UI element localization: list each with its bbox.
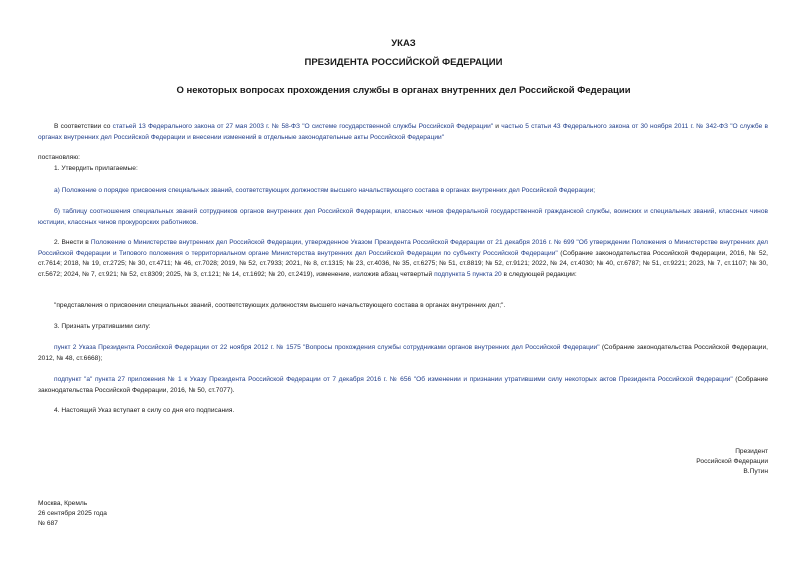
- mvd-regulation-link[interactable]: Положение о Министерстве внутренних дел Российской Федерации, утвержденное Указом Президента Российской Федерации от 21 декабря 2016 г. № 699 "Об утверждении Положения о Министерстве внутренних дел Российской Федерации и Типового положения о территориальном органе Министерства внутренних дел Российской Федерации по субъекту Российской Федерации": [38, 239, 768, 257]
- preamble-text-2: и: [493, 123, 502, 130]
- item-3-point-1-source: (Собрание законодательства Российской Федерации, 2012, № 48, ст.6668);: [38, 344, 768, 362]
- law-342-fz-link[interactable]: частью 5 статьи 43 Федерального закона от 30 ноября 2011 г. № 342-ФЗ "О службе в органах внутренних дел Российской Федерации и внесении изменений в отдельные законодательные акты Российской Федерации": [38, 123, 768, 141]
- item-1b-link[interactable]: б) таблицу соотношения специальных званий сотрудников органов внутренних дел Российской Федерации, классных чинов федеральной государственной гражданской службы, воинских и специальных званий, классных чинов юстиции, классных чинов прокурорских работников.: [38, 208, 768, 226]
- decree-1575-link[interactable]: пункт 2 Указа Президента Российской Федерации от 22 ноября 2012 г. № 1575 "Вопросы прохождения службы сотрудниками органов внутренних дел Российской Федерации": [54, 344, 600, 351]
- item-2-text-1: 2. Внести в: [54, 239, 91, 246]
- item-2-text-2: (Собрание законодательства Российской Федерации, 2016, № 52, ст.7614; 2018, № 19, ст.2725; № 30, ст.4711; № 46, ст.7028; 2019, № 52, ст.7933; 2021, № 8, ст.1315; № 23, ст.4036, № 35, ст.6275; № 51, ст.8819; № 52, ст.9121; 2022, № 24, ст.4030; № 40, ст.6787; № 51, ст.9221; 2023, № 7, ст.1107; № 30, ст.5672; 2024, № 7, ст.921; № 52, ст.8309; 2025, № 3, ст.121; № 14, ст.1692; № 20, ст.2419), изменение, изложив абзац четвертый: [38, 249, 768, 278]
- item-2-quote: "представления о присвоении специальных званий, соответствующих должностям высшего начальствующего состава в органах внутренних дел;".: [54, 302, 506, 309]
- preamble: [38, 122, 768, 143]
- item-2-text-3: в следующей редакции:: [501, 270, 577, 278]
- footer-date: 26 сентября 2025 года: [38, 510, 107, 517]
- item-3-point-2: [38, 375, 768, 396]
- item-3: 3. Признать утратившими силу:: [54, 323, 151, 330]
- signature-country: Российской Федерации: [696, 458, 768, 465]
- decree-subject: О некоторых вопросах прохождения службы в органах внутренних дел Российской Федерации: [176, 85, 631, 96]
- item-3-point-1: [38, 343, 768, 364]
- signature-name: В.Путин: [743, 468, 768, 475]
- item-4: 4. Настоящий Указ вступает в силу со дня его подписания.: [54, 407, 235, 414]
- decree-656-link[interactable]: подпункт "а" пункта 27 приложения № 1 к Указу Президента Российской Федерации от 7 декабря 2016 г. № 656 "Об изменении и признании утратившими силу некоторых актов Президента Российской Федерации": [54, 376, 733, 383]
- item-2: [38, 238, 768, 280]
- item-3-point-2-source: (Собрание законодательства Российской Федерации, 2016, № 50, ст.7077).: [38, 376, 769, 394]
- decree-word: постановляю:: [38, 154, 81, 161]
- signature-block: [696, 447, 768, 477]
- preamble-text-1: В соответствии со: [54, 123, 113, 130]
- footer-number: № 687: [38, 520, 58, 527]
- doc-type-title: УКАЗ: [391, 38, 416, 49]
- signature-title: Президент: [735, 448, 768, 455]
- issuer-title: ПРЕЗИДЕНТА РОССИЙСКОЙ ФЕДЕРАЦИИ: [304, 57, 503, 68]
- item-1: 1. Утвердить прилагаемые:: [54, 165, 138, 172]
- item-1a-link[interactable]: а) Положение о порядке присвоения специальных званий, соответствующих должностям высшего начальствующего состава в органах внутренних дел Российской Федерации;: [54, 187, 596, 194]
- footer-block: [38, 499, 107, 529]
- law-58-fz-link[interactable]: статьей 13 Федерального закона от 27 мая 2003 г. № 58-ФЗ "О системе государственной службы Российской Федерации": [112, 123, 494, 130]
- subpoint-5-point-20-link[interactable]: подпункта 5 пункта 20: [434, 270, 502, 278]
- footer-place: Москва, Кремль: [38, 500, 88, 507]
